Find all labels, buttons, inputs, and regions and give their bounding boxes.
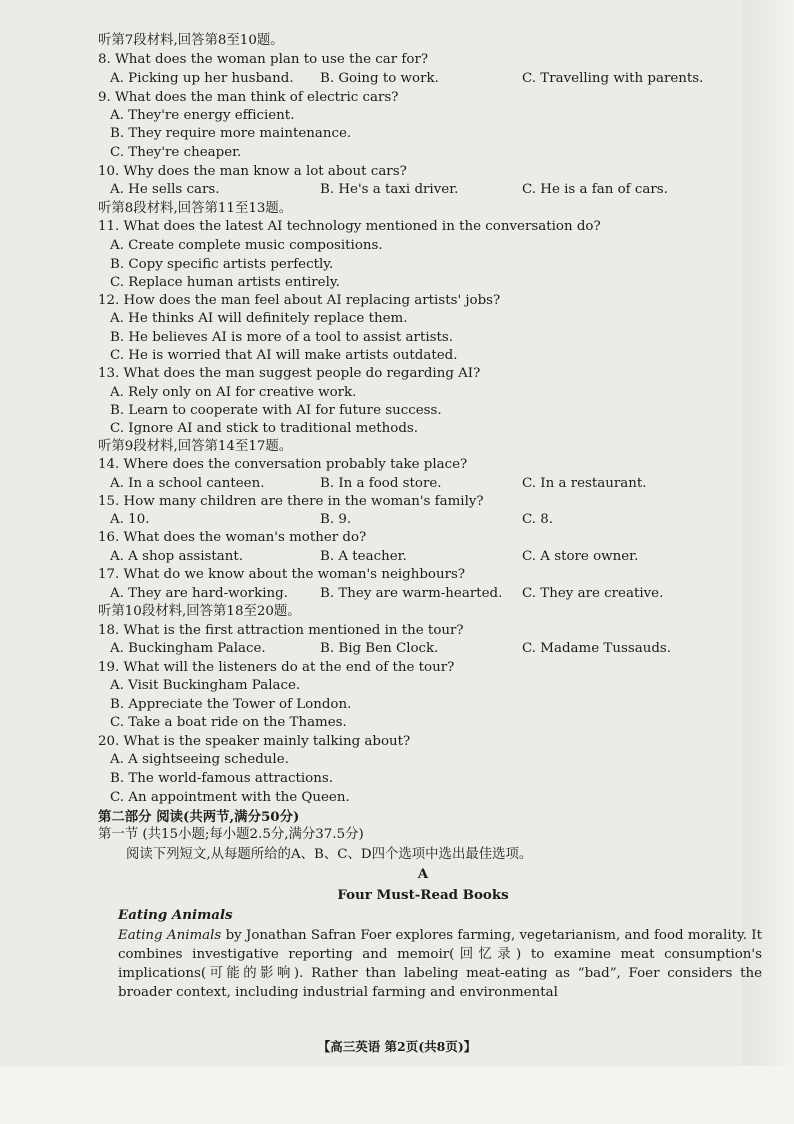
question-13: 13. What does the man suggest people do regarding AI? bbox=[98, 366, 481, 381]
passage-label: A bbox=[417, 866, 429, 882]
option-c: C. In a restaurant. bbox=[522, 476, 647, 491]
section-header-9: 听第9段材料,回答第14至17题。 bbox=[98, 439, 293, 454]
question-9-option-c: C. They're cheaper. bbox=[110, 145, 242, 160]
question-19-option-b: B. Appreciate the Tower of London. bbox=[110, 697, 352, 712]
part-two-header: 第二部分 阅读(共两节,满分50分) bbox=[98, 809, 300, 825]
option-b: B. 9. bbox=[320, 512, 352, 527]
option-c: C. He is a fan of cars. bbox=[522, 182, 668, 197]
option-c: C. A store owner. bbox=[522, 549, 639, 564]
question-9-option-a: A. They're energy efficient. bbox=[110, 108, 295, 123]
option-a: A. Buckingham Palace. bbox=[110, 641, 266, 656]
option-a: A. He sells cars. bbox=[110, 182, 220, 197]
question-18-options bbox=[110, 640, 672, 658]
section-one-header: 第一节 (共15小题;每小题2.5分,满分37.5分) bbox=[98, 827, 364, 842]
question-12-option-b: B. He believes AI is more of a tool to assist artists. bbox=[110, 330, 453, 345]
question-19: 19. What will the listeners do at the end of the tour? bbox=[98, 660, 455, 675]
option-a: A. Picking up her husband. bbox=[110, 71, 294, 86]
passage-title: Four Must-Read Books bbox=[337, 887, 509, 903]
passage-paragraph-text: by Jonathan Safran Foer explores farming, vegetarianism, and food morality. It combines investigative reporting and memoir(回忆录) to examine meat consumption's implications(可能的影响). Rather than labeling meat-eating as “bad”, Foer considers the broader context, including industrial farming and environmental bbox=[118, 928, 762, 1000]
question-10: 10. Why does the man know a lot about cars? bbox=[98, 164, 407, 179]
section-header-8: 听第8段材料,回答第11至13题。 bbox=[98, 201, 293, 216]
option-c: C. They are creative. bbox=[522, 586, 664, 601]
question-13-option-c: C. Ignore AI and stick to traditional methods. bbox=[110, 421, 419, 436]
question-20-option-c: C. An appointment with the Queen. bbox=[110, 790, 350, 805]
question-20: 20. What is the speaker mainly talking about? bbox=[98, 734, 411, 749]
question-11-option-c: C. Replace human artists entirely. bbox=[110, 275, 340, 290]
option-b: B. He's a taxi driver. bbox=[320, 182, 459, 197]
reading-instructions: 阅读下列短文,从每题所给的A、B、C、D四个选项中选出最佳选项。 bbox=[126, 847, 533, 862]
page-bleed-edge bbox=[742, 0, 794, 1066]
question-8-options bbox=[110, 70, 704, 88]
option-b: B. In a food store. bbox=[320, 476, 442, 491]
option-b: B. Going to work. bbox=[320, 71, 439, 86]
question-14: 14. Where does the conversation probably take place? bbox=[98, 457, 468, 472]
question-17: 17. What do we know about the woman's neighbours? bbox=[98, 567, 466, 582]
option-b: B. Big Ben Clock. bbox=[320, 641, 439, 656]
section-header-10: 听第10段材料,回答第18至20题。 bbox=[98, 604, 301, 619]
option-b: B. They are warm-hearted. bbox=[320, 586, 503, 601]
question-8: 8. What does the woman plan to use the car for? bbox=[98, 52, 429, 67]
option-a: A. A shop assistant. bbox=[110, 549, 244, 564]
question-11: 11. What does the latest AI technology mentioned in the conversation do? bbox=[98, 219, 601, 234]
passage-paragraph bbox=[118, 926, 762, 1002]
section-header-7: 听第7段材料,回答第8至10题。 bbox=[98, 33, 284, 48]
question-9: 9. What does the man think of electric cars? bbox=[98, 90, 399, 105]
option-a: A. 10. bbox=[110, 512, 150, 527]
question-19-option-c: C. Take a boat ride on the Thames. bbox=[110, 715, 347, 730]
book-heading: Eating Animals bbox=[118, 907, 233, 923]
option-a: A. In a school canteen. bbox=[110, 476, 265, 491]
question-12: 12. How does the man feel about AI replacing artists' jobs? bbox=[98, 293, 501, 308]
question-12-option-a: A. He thinks AI will definitely replace them. bbox=[110, 311, 408, 326]
option-b: B. A teacher. bbox=[320, 549, 407, 564]
option-c: C. 8. bbox=[522, 512, 554, 527]
option-c: C. Madame Tussauds. bbox=[522, 641, 672, 656]
question-18: 18. What is the first attraction mentioned in the tour? bbox=[98, 623, 464, 638]
page-footer: 【高三英语 第2页(共8页)】 bbox=[317, 1039, 477, 1054]
question-10-options bbox=[110, 181, 668, 199]
question-15: 15. How many children are there in the woman's family? bbox=[98, 494, 484, 509]
book-title-italic: Eating Animals bbox=[118, 928, 222, 943]
question-14-options bbox=[110, 475, 647, 493]
question-16: 16. What does the woman's mother do? bbox=[98, 530, 367, 545]
question-12-option-c: C. He is worried that AI will make artists outdated. bbox=[110, 348, 458, 363]
question-20-option-b: B. The world-famous attractions. bbox=[110, 771, 333, 786]
question-20-option-a: A. A sightseeing schedule. bbox=[110, 752, 289, 767]
question-11-option-b: B. Copy specific artists perfectly. bbox=[110, 257, 334, 272]
question-9-option-b: B. They require more maintenance. bbox=[110, 126, 352, 141]
question-11-option-a: A. Create complete music compositions. bbox=[110, 238, 383, 253]
question-13-option-a: A. Rely only on AI for creative work. bbox=[110, 385, 357, 400]
question-13-option-b: B. Learn to cooperate with AI for future success. bbox=[110, 403, 442, 418]
question-16-options bbox=[110, 548, 639, 566]
question-17-options bbox=[110, 585, 664, 603]
question-19-option-a: A. Visit Buckingham Palace. bbox=[110, 678, 301, 693]
option-c: C. Travelling with parents. bbox=[522, 71, 704, 86]
question-15-options bbox=[110, 511, 554, 529]
option-a: A. They are hard-working. bbox=[110, 586, 288, 601]
